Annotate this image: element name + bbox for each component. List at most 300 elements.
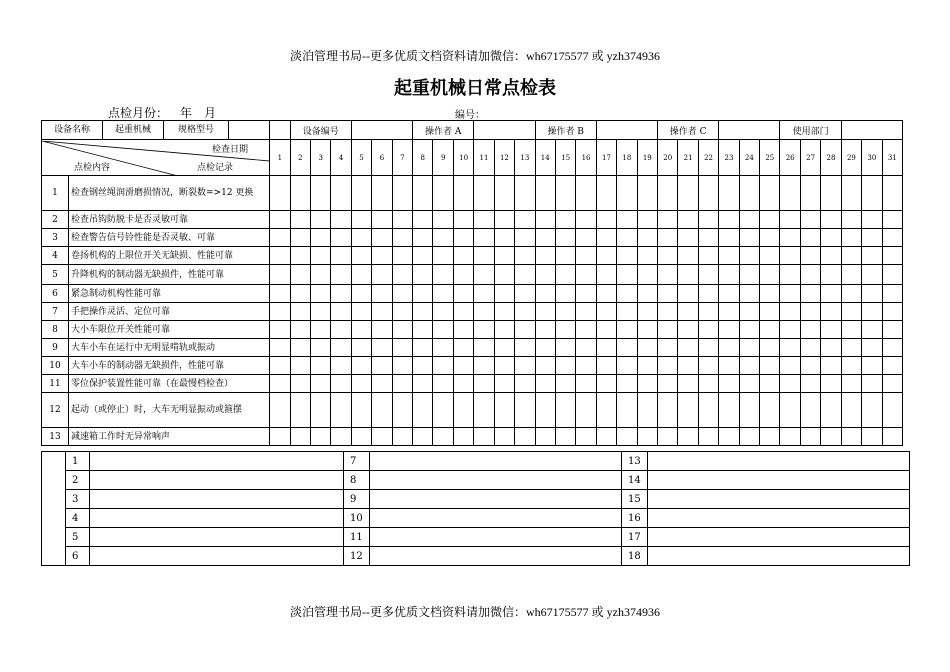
check-cell[interactable] bbox=[637, 428, 657, 446]
check-cell[interactable] bbox=[453, 321, 473, 339]
check-cell[interactable] bbox=[413, 339, 433, 357]
check-cell[interactable] bbox=[596, 339, 616, 357]
check-cell[interactable] bbox=[678, 285, 698, 303]
check-cell[interactable] bbox=[351, 393, 371, 428]
check-cell[interactable] bbox=[841, 247, 861, 265]
check-cell[interactable] bbox=[596, 428, 616, 446]
check-cell[interactable] bbox=[433, 303, 453, 321]
check-cell[interactable] bbox=[760, 428, 780, 446]
check-cell[interactable] bbox=[555, 375, 575, 393]
check-cell[interactable] bbox=[698, 357, 718, 375]
check-cell[interactable] bbox=[372, 321, 392, 339]
check-cell[interactable] bbox=[698, 176, 718, 211]
check-cell[interactable] bbox=[780, 229, 800, 247]
check-cell[interactable] bbox=[637, 229, 657, 247]
check-cell[interactable] bbox=[310, 285, 330, 303]
check-cell[interactable] bbox=[494, 211, 514, 229]
check-cell[interactable] bbox=[637, 211, 657, 229]
check-cell[interactable] bbox=[372, 211, 392, 229]
check-cell[interactable] bbox=[760, 321, 780, 339]
check-cell[interactable] bbox=[310, 303, 330, 321]
check-cell[interactable] bbox=[351, 339, 371, 357]
check-cell[interactable] bbox=[821, 211, 841, 229]
check-cell[interactable] bbox=[821, 375, 841, 393]
check-cell[interactable] bbox=[331, 211, 351, 229]
remark-field[interactable] bbox=[370, 471, 622, 490]
check-cell[interactable] bbox=[310, 321, 330, 339]
check-cell[interactable] bbox=[658, 339, 678, 357]
remark-field[interactable] bbox=[90, 452, 344, 471]
check-cell[interactable] bbox=[760, 357, 780, 375]
check-cell[interactable] bbox=[331, 285, 351, 303]
check-cell[interactable] bbox=[310, 211, 330, 229]
check-cell[interactable] bbox=[372, 176, 392, 211]
check-cell[interactable] bbox=[862, 339, 882, 357]
check-cell[interactable] bbox=[739, 428, 759, 446]
check-cell[interactable] bbox=[372, 265, 392, 285]
check-cell[interactable] bbox=[658, 357, 678, 375]
check-cell[interactable] bbox=[617, 303, 637, 321]
check-cell[interactable] bbox=[433, 247, 453, 265]
check-cell[interactable] bbox=[392, 321, 412, 339]
check-cell[interactable] bbox=[760, 375, 780, 393]
check-cell[interactable] bbox=[453, 357, 473, 375]
check-cell[interactable] bbox=[351, 375, 371, 393]
check-cell[interactable] bbox=[800, 211, 820, 229]
check-cell[interactable] bbox=[841, 321, 861, 339]
check-cell[interactable] bbox=[760, 211, 780, 229]
check-cell[interactable] bbox=[535, 428, 555, 446]
check-cell[interactable] bbox=[555, 285, 575, 303]
check-cell[interactable] bbox=[474, 321, 494, 339]
check-cell[interactable] bbox=[596, 303, 616, 321]
check-cell[interactable] bbox=[841, 393, 861, 428]
check-cell[interactable] bbox=[780, 265, 800, 285]
check-cell[interactable] bbox=[719, 211, 739, 229]
check-cell[interactable] bbox=[637, 247, 657, 265]
check-cell[interactable] bbox=[617, 321, 637, 339]
check-cell[interactable] bbox=[270, 393, 290, 428]
check-cell[interactable] bbox=[270, 321, 290, 339]
check-cell[interactable] bbox=[576, 247, 596, 265]
check-cell[interactable] bbox=[780, 176, 800, 211]
check-cell[interactable] bbox=[270, 229, 290, 247]
check-cell[interactable] bbox=[821, 303, 841, 321]
check-cell[interactable] bbox=[310, 393, 330, 428]
check-cell[interactable] bbox=[494, 357, 514, 375]
check-cell[interactable] bbox=[780, 285, 800, 303]
check-cell[interactable] bbox=[413, 321, 433, 339]
check-cell[interactable] bbox=[290, 229, 310, 247]
check-cell[interactable] bbox=[821, 321, 841, 339]
check-cell[interactable] bbox=[841, 303, 861, 321]
check-cell[interactable] bbox=[413, 303, 433, 321]
check-cell[interactable] bbox=[739, 247, 759, 265]
check-cell[interactable] bbox=[310, 265, 330, 285]
check-cell[interactable] bbox=[535, 229, 555, 247]
check-cell[interactable] bbox=[617, 265, 637, 285]
check-cell[interactable] bbox=[576, 339, 596, 357]
check-cell[interactable] bbox=[331, 265, 351, 285]
check-cell[interactable] bbox=[760, 265, 780, 285]
check-cell[interactable] bbox=[882, 393, 902, 428]
check-cell[interactable] bbox=[576, 285, 596, 303]
check-cell[interactable] bbox=[515, 247, 535, 265]
check-cell[interactable] bbox=[780, 321, 800, 339]
check-cell[interactable] bbox=[392, 339, 412, 357]
check-cell[interactable] bbox=[637, 339, 657, 357]
remark-field[interactable] bbox=[648, 471, 910, 490]
check-cell[interactable] bbox=[392, 229, 412, 247]
check-cell[interactable] bbox=[372, 357, 392, 375]
check-cell[interactable] bbox=[719, 393, 739, 428]
check-cell[interactable] bbox=[698, 393, 718, 428]
check-cell[interactable] bbox=[821, 265, 841, 285]
check-cell[interactable] bbox=[617, 357, 637, 375]
check-cell[interactable] bbox=[555, 357, 575, 375]
check-cell[interactable] bbox=[453, 265, 473, 285]
check-cell[interactable] bbox=[351, 321, 371, 339]
check-cell[interactable] bbox=[270, 247, 290, 265]
check-cell[interactable] bbox=[821, 357, 841, 375]
check-cell[interactable] bbox=[780, 303, 800, 321]
check-cell[interactable] bbox=[678, 339, 698, 357]
check-cell[interactable] bbox=[821, 247, 841, 265]
check-cell[interactable] bbox=[760, 339, 780, 357]
remark-field[interactable] bbox=[648, 490, 910, 509]
check-cell[interactable] bbox=[351, 428, 371, 446]
check-cell[interactable] bbox=[290, 357, 310, 375]
check-cell[interactable] bbox=[780, 375, 800, 393]
check-cell[interactable] bbox=[351, 247, 371, 265]
check-cell[interactable] bbox=[576, 357, 596, 375]
check-cell[interactable] bbox=[760, 303, 780, 321]
check-cell[interactable] bbox=[576, 375, 596, 393]
check-cell[interactable] bbox=[841, 285, 861, 303]
check-cell[interactable] bbox=[270, 211, 290, 229]
check-cell[interactable] bbox=[535, 393, 555, 428]
remark-field[interactable] bbox=[370, 509, 622, 528]
check-cell[interactable] bbox=[413, 265, 433, 285]
check-cell[interactable] bbox=[821, 176, 841, 211]
check-cell[interactable] bbox=[331, 357, 351, 375]
check-cell[interactable] bbox=[841, 339, 861, 357]
check-cell[interactable] bbox=[882, 229, 902, 247]
check-cell[interactable] bbox=[882, 303, 902, 321]
check-cell[interactable] bbox=[392, 211, 412, 229]
check-cell[interactable] bbox=[515, 357, 535, 375]
check-cell[interactable] bbox=[719, 285, 739, 303]
check-cell[interactable] bbox=[555, 229, 575, 247]
check-cell[interactable] bbox=[719, 321, 739, 339]
check-cell[interactable] bbox=[494, 428, 514, 446]
check-cell[interactable] bbox=[637, 393, 657, 428]
check-cell[interactable] bbox=[862, 357, 882, 375]
check-cell[interactable] bbox=[862, 428, 882, 446]
check-cell[interactable] bbox=[800, 393, 820, 428]
check-cell[interactable] bbox=[494, 265, 514, 285]
check-cell[interactable] bbox=[413, 229, 433, 247]
check-cell[interactable] bbox=[433, 211, 453, 229]
check-cell[interactable] bbox=[270, 285, 290, 303]
check-cell[interactable] bbox=[658, 229, 678, 247]
check-cell[interactable] bbox=[535, 211, 555, 229]
check-cell[interactable] bbox=[678, 265, 698, 285]
check-cell[interactable] bbox=[331, 247, 351, 265]
check-cell[interactable] bbox=[515, 229, 535, 247]
check-cell[interactable] bbox=[678, 176, 698, 211]
remark-field[interactable] bbox=[90, 528, 344, 547]
check-cell[interactable] bbox=[413, 285, 433, 303]
check-cell[interactable] bbox=[331, 321, 351, 339]
check-cell[interactable] bbox=[331, 303, 351, 321]
check-cell[interactable] bbox=[800, 176, 820, 211]
check-cell[interactable] bbox=[800, 428, 820, 446]
check-cell[interactable] bbox=[535, 339, 555, 357]
check-cell[interactable] bbox=[453, 393, 473, 428]
check-cell[interactable] bbox=[637, 176, 657, 211]
check-cell[interactable] bbox=[862, 229, 882, 247]
check-cell[interactable] bbox=[474, 211, 494, 229]
check-cell[interactable] bbox=[433, 357, 453, 375]
check-cell[interactable] bbox=[658, 285, 678, 303]
check-cell[interactable] bbox=[739, 265, 759, 285]
remark-field[interactable] bbox=[90, 509, 344, 528]
check-cell[interactable] bbox=[290, 339, 310, 357]
check-cell[interactable] bbox=[535, 247, 555, 265]
check-cell[interactable] bbox=[433, 321, 453, 339]
check-cell[interactable] bbox=[494, 229, 514, 247]
check-cell[interactable] bbox=[453, 285, 473, 303]
check-cell[interactable] bbox=[453, 375, 473, 393]
check-cell[interactable] bbox=[576, 303, 596, 321]
check-cell[interactable] bbox=[290, 303, 310, 321]
check-cell[interactable] bbox=[331, 393, 351, 428]
check-cell[interactable] bbox=[290, 265, 310, 285]
check-cell[interactable] bbox=[310, 375, 330, 393]
check-cell[interactable] bbox=[658, 375, 678, 393]
check-cell[interactable] bbox=[576, 428, 596, 446]
check-cell[interactable] bbox=[658, 247, 678, 265]
check-cell[interactable] bbox=[433, 285, 453, 303]
check-cell[interactable] bbox=[555, 303, 575, 321]
check-cell[interactable] bbox=[494, 303, 514, 321]
check-cell[interactable] bbox=[372, 375, 392, 393]
check-cell[interactable] bbox=[882, 211, 902, 229]
remark-field[interactable] bbox=[370, 452, 622, 471]
check-cell[interactable] bbox=[413, 375, 433, 393]
check-cell[interactable] bbox=[617, 428, 637, 446]
check-cell[interactable] bbox=[678, 375, 698, 393]
check-cell[interactable] bbox=[841, 375, 861, 393]
check-cell[interactable] bbox=[821, 393, 841, 428]
check-cell[interactable] bbox=[310, 176, 330, 211]
check-cell[interactable] bbox=[392, 265, 412, 285]
check-cell[interactable] bbox=[555, 247, 575, 265]
check-cell[interactable] bbox=[882, 339, 902, 357]
check-cell[interactable] bbox=[290, 375, 310, 393]
remark-field[interactable] bbox=[90, 547, 344, 566]
check-cell[interactable] bbox=[474, 265, 494, 285]
check-cell[interactable] bbox=[617, 339, 637, 357]
check-cell[interactable] bbox=[862, 211, 882, 229]
check-cell[interactable] bbox=[841, 265, 861, 285]
check-cell[interactable] bbox=[739, 339, 759, 357]
check-cell[interactable] bbox=[862, 176, 882, 211]
check-cell[interactable] bbox=[290, 247, 310, 265]
check-cell[interactable] bbox=[576, 393, 596, 428]
check-cell[interactable] bbox=[719, 265, 739, 285]
check-cell[interactable] bbox=[331, 428, 351, 446]
check-cell[interactable] bbox=[841, 357, 861, 375]
check-cell[interactable] bbox=[658, 321, 678, 339]
remark-field[interactable] bbox=[370, 547, 622, 566]
check-cell[interactable] bbox=[760, 393, 780, 428]
check-cell[interactable] bbox=[453, 211, 473, 229]
check-cell[interactable] bbox=[698, 321, 718, 339]
check-cell[interactable] bbox=[821, 339, 841, 357]
check-cell[interactable] bbox=[453, 176, 473, 211]
check-cell[interactable] bbox=[494, 321, 514, 339]
check-cell[interactable] bbox=[290, 321, 310, 339]
check-cell[interactable] bbox=[372, 247, 392, 265]
check-cell[interactable] bbox=[310, 428, 330, 446]
check-cell[interactable] bbox=[474, 303, 494, 321]
check-cell[interactable] bbox=[780, 428, 800, 446]
check-cell[interactable] bbox=[698, 229, 718, 247]
check-cell[interactable] bbox=[515, 375, 535, 393]
check-cell[interactable] bbox=[719, 428, 739, 446]
check-cell[interactable] bbox=[596, 176, 616, 211]
check-cell[interactable] bbox=[698, 375, 718, 393]
check-cell[interactable] bbox=[862, 285, 882, 303]
check-cell[interactable] bbox=[637, 303, 657, 321]
check-cell[interactable] bbox=[372, 229, 392, 247]
check-cell[interactable] bbox=[739, 375, 759, 393]
check-cell[interactable] bbox=[882, 428, 902, 446]
check-cell[interactable] bbox=[515, 211, 535, 229]
check-cell[interactable] bbox=[270, 303, 290, 321]
check-cell[interactable] bbox=[494, 247, 514, 265]
check-cell[interactable] bbox=[474, 393, 494, 428]
check-cell[interactable] bbox=[555, 176, 575, 211]
check-cell[interactable] bbox=[678, 428, 698, 446]
check-cell[interactable] bbox=[433, 176, 453, 211]
check-cell[interactable] bbox=[617, 393, 637, 428]
check-cell[interactable] bbox=[596, 229, 616, 247]
check-cell[interactable] bbox=[800, 321, 820, 339]
check-cell[interactable] bbox=[576, 265, 596, 285]
check-cell[interactable] bbox=[494, 285, 514, 303]
check-cell[interactable] bbox=[617, 285, 637, 303]
check-cell[interactable] bbox=[719, 247, 739, 265]
check-cell[interactable] bbox=[719, 375, 739, 393]
check-cell[interactable] bbox=[453, 339, 473, 357]
check-cell[interactable] bbox=[392, 428, 412, 446]
check-cell[interactable] bbox=[617, 176, 637, 211]
check-cell[interactable] bbox=[413, 428, 433, 446]
check-cell[interactable] bbox=[290, 176, 310, 211]
check-cell[interactable] bbox=[821, 428, 841, 446]
check-cell[interactable] bbox=[392, 375, 412, 393]
check-cell[interactable] bbox=[453, 303, 473, 321]
check-cell[interactable] bbox=[392, 176, 412, 211]
check-cell[interactable] bbox=[678, 211, 698, 229]
check-cell[interactable] bbox=[800, 303, 820, 321]
check-cell[interactable] bbox=[392, 357, 412, 375]
check-cell[interactable] bbox=[698, 285, 718, 303]
check-cell[interactable] bbox=[290, 393, 310, 428]
check-cell[interactable] bbox=[882, 321, 902, 339]
check-cell[interactable] bbox=[882, 357, 902, 375]
check-cell[interactable] bbox=[658, 393, 678, 428]
check-cell[interactable] bbox=[433, 428, 453, 446]
check-cell[interactable] bbox=[800, 265, 820, 285]
check-cell[interactable] bbox=[800, 339, 820, 357]
remark-field[interactable] bbox=[648, 528, 910, 547]
check-cell[interactable] bbox=[433, 375, 453, 393]
check-cell[interactable] bbox=[270, 375, 290, 393]
check-cell[interactable] bbox=[678, 321, 698, 339]
check-cell[interactable] bbox=[841, 211, 861, 229]
check-cell[interactable] bbox=[535, 357, 555, 375]
check-cell[interactable] bbox=[800, 357, 820, 375]
check-cell[interactable] bbox=[392, 285, 412, 303]
remark-field[interactable] bbox=[90, 490, 344, 509]
check-cell[interactable] bbox=[739, 285, 759, 303]
check-cell[interactable] bbox=[862, 265, 882, 285]
check-cell[interactable] bbox=[739, 229, 759, 247]
check-cell[interactable] bbox=[719, 339, 739, 357]
check-cell[interactable] bbox=[515, 285, 535, 303]
check-cell[interactable] bbox=[760, 229, 780, 247]
check-cell[interactable] bbox=[453, 229, 473, 247]
check-cell[interactable] bbox=[331, 375, 351, 393]
check-cell[interactable] bbox=[555, 339, 575, 357]
check-cell[interactable] bbox=[739, 303, 759, 321]
check-cell[interactable] bbox=[882, 265, 902, 285]
check-cell[interactable] bbox=[596, 357, 616, 375]
check-cell[interactable] bbox=[576, 176, 596, 211]
check-cell[interactable] bbox=[658, 428, 678, 446]
check-cell[interactable] bbox=[413, 247, 433, 265]
check-cell[interactable] bbox=[678, 229, 698, 247]
check-cell[interactable] bbox=[596, 321, 616, 339]
check-cell[interactable] bbox=[331, 339, 351, 357]
check-cell[interactable] bbox=[698, 211, 718, 229]
check-cell[interactable] bbox=[862, 321, 882, 339]
check-cell[interactable] bbox=[739, 321, 759, 339]
check-cell[interactable] bbox=[555, 265, 575, 285]
check-cell[interactable] bbox=[596, 211, 616, 229]
check-cell[interactable] bbox=[515, 393, 535, 428]
check-cell[interactable] bbox=[780, 357, 800, 375]
check-cell[interactable] bbox=[535, 265, 555, 285]
check-cell[interactable] bbox=[413, 357, 433, 375]
check-cell[interactable] bbox=[596, 265, 616, 285]
check-cell[interactable] bbox=[515, 265, 535, 285]
check-cell[interactable] bbox=[617, 229, 637, 247]
check-cell[interactable] bbox=[800, 375, 820, 393]
check-cell[interactable] bbox=[270, 265, 290, 285]
check-cell[interactable] bbox=[515, 303, 535, 321]
check-cell[interactable] bbox=[760, 285, 780, 303]
check-cell[interactable] bbox=[372, 428, 392, 446]
check-cell[interactable] bbox=[474, 229, 494, 247]
check-cell[interactable] bbox=[658, 265, 678, 285]
check-cell[interactable] bbox=[719, 229, 739, 247]
check-cell[interactable] bbox=[617, 211, 637, 229]
